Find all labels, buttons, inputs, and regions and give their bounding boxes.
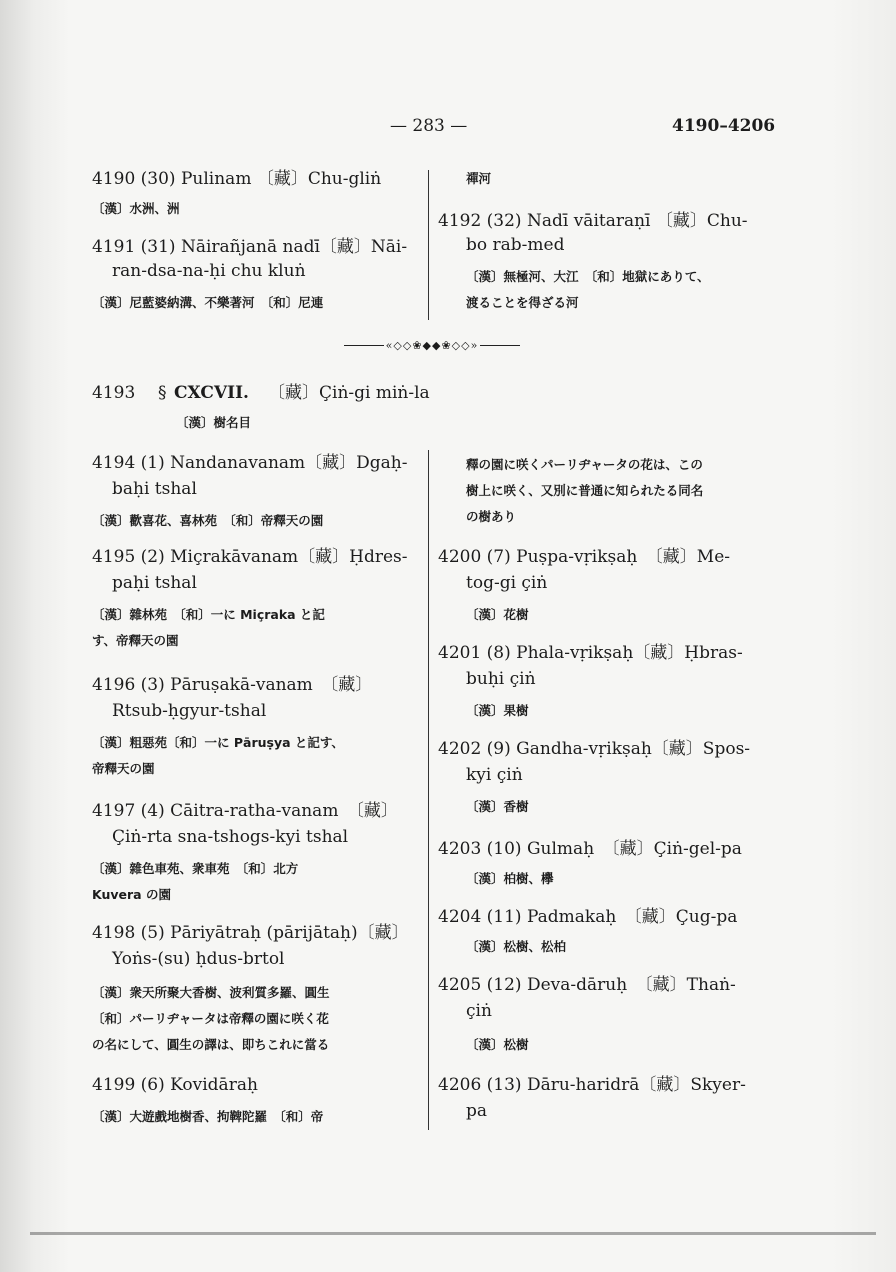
entry-4192-title-cont: bo rab-med (466, 235, 565, 255)
entry-4191-title-cont: ran-dsa-na-ḥi chu kluṅ (112, 261, 306, 281)
entry-4201-kanji: 〔漢〕果樹 (466, 703, 529, 718)
section-number: 4193 (92, 383, 136, 403)
entry-range: 4190–4206 (672, 116, 776, 136)
entry-4202-title: 4202 (9) Gandha-vṛikṣaḥ〔藏〕Spos- (438, 739, 751, 759)
column-divider-bottom (428, 450, 429, 1130)
entry-4206-title-cont: pa (466, 1101, 488, 1121)
page-number: — 283 — (390, 116, 468, 136)
entry-4197-kanji-cont: Kuvera の園 (92, 887, 171, 902)
entry-4201-title-cont: buḥi çiṅ (466, 669, 536, 689)
entry-4204-kanji: 〔漢〕松樹、松柏 (466, 939, 567, 954)
entry-4205-title-cont: çiṅ (466, 1001, 492, 1021)
entry-4199-title: 4199 (6) Kovidāraḥ (92, 1075, 258, 1095)
entry-4199-cont-3: の樹あり (466, 509, 517, 524)
section-sign: § (158, 383, 167, 403)
entry-4202-title-cont: kyi çiṅ (466, 765, 523, 785)
entry-4195-title-cont: paḥi tshal (112, 573, 197, 593)
entry-4201-title: 4201 (8) Phala-vṛikṣaḥ〔藏〕Ḥbras- (438, 643, 743, 663)
entry-4197-title: 4197 (4) Cāitra-ratha-vanam 〔藏〕 (92, 801, 398, 821)
entry-4199-cont-2: 樹上に咲く、又別に普通に知られたる同名 (466, 483, 704, 498)
entry-4203-kanji: 〔漢〕柏樹、欅 (466, 871, 554, 886)
entry-4198-kanji: 〔漢〕衆天所聚大香樹、波利質多羅、圓生 (92, 985, 330, 1000)
entry-4204-title: 4204 (11) Padmakaḥ 〔藏〕Çug-pa (438, 907, 738, 927)
entry-4199-cont-1: 釋の園に咲くパーリヂャータの花は、この (466, 457, 703, 472)
entry-4194-title-cont: baḥi tshal (112, 479, 197, 499)
section-roman: CXCVII. (174, 383, 249, 403)
entry-4197-kanji: 〔漢〕雜色車苑、衆車苑 〔和〕北方 (92, 861, 299, 876)
entry-4191-cont: 禪河 (466, 171, 492, 186)
page-bottom-edge (30, 1232, 876, 1235)
section-ornament: «◇◇❀◆◆❀◇◇» (344, 338, 520, 352)
entry-4192-kanji: 〔漢〕無極河、大江 〔和〕地獄にありて、 (466, 269, 710, 284)
entry-4198-kanji-cont-2: の名にして、圓生の譯は、即ちこれに當る (92, 1037, 330, 1052)
entry-4190-title: 4190 (30) Pulinam 〔藏〕Chu-gliṅ (92, 169, 382, 189)
entry-4192-title: 4192 (32) Nadī vāitaraṇī 〔藏〕Chu- (438, 211, 748, 231)
entry-4202-kanji: 〔漢〕香樹 (466, 799, 529, 814)
entry-4196-title-cont: Rtsub-ḥgyur-tshal (112, 701, 267, 721)
entry-4205-title: 4205 (12) Deva-dāruḥ 〔藏〕Thaṅ- (438, 975, 736, 995)
page-header (0, 116, 896, 138)
entry-4196-title: 4196 (3) Pāruṣakā-vanam 〔藏〕 (92, 675, 373, 695)
entry-4205-kanji: 〔漢〕松樹 (466, 1037, 529, 1052)
entry-4194-kanji: 〔漢〕歡喜花、喜林苑 〔和〕帝釋天の園 (92, 513, 324, 528)
entry-4195-kanji-cont: す、帝釋天の園 (92, 633, 179, 648)
entry-4191-title: 4191 (31) Nāirañjanā nadī〔藏〕Nāi- (92, 237, 408, 257)
entry-4200-kanji: 〔漢〕花樹 (466, 607, 529, 622)
entry-4196-kanji-cont: 帝釋天の園 (92, 761, 155, 776)
entry-4191-kanji: 〔漢〕尼藍婆納溝、不樂著河 〔和〕尼連 (92, 295, 324, 310)
entry-4206-title: 4206 (13) Dāru-haridrā〔藏〕Skyer- (438, 1075, 746, 1095)
entry-4198-title: 4198 (5) Pāriyātraḥ (pārijātaḥ)〔藏〕 (92, 923, 409, 943)
entry-4197-title-cont: Çiṅ-rta sna-tshogs-kyi tshal (112, 827, 349, 847)
entry-4198-kanji-cont-1: 〔和〕パーリヂャータは帝釋の園に咲く花 (92, 1011, 329, 1026)
section-tibetan: 〔藏〕Çiṅ-gi miṅ-la (268, 383, 430, 403)
entry-4195-title: 4195 (2) Miçrakāvanam〔藏〕Ḥdres- (92, 547, 408, 567)
entry-4192-kanji-cont: 渡ることを得ざる河 (466, 295, 579, 310)
column-divider-top (428, 170, 429, 320)
section-kanji: 〔漢〕樹名目 (176, 415, 252, 430)
entry-4196-kanji: 〔漢〕粗惡苑〔和〕一に Pāruṣya と記す、 (92, 735, 344, 750)
entry-4200-title: 4200 (7) Puṣpa-vṛikṣaḥ 〔藏〕Me- (438, 547, 731, 567)
entry-4190-kanji: 〔漢〕水洲、洲 (92, 201, 180, 216)
entry-4200-title-cont: tog-gi çiṅ (466, 573, 548, 593)
entry-4203-title: 4203 (10) Gulmaḥ 〔藏〕Çiṅ-gel-pa (438, 839, 742, 859)
entry-4199-kanji: 〔漢〕大遊戲地樹香、拘鞞陀羅 〔和〕帝 (92, 1109, 324, 1124)
entry-4195-kanji: 〔漢〕雜林苑 〔和〕一に Miçraka と記 (92, 607, 325, 622)
entry-4198-title-cont: Yoṅs-(su) ḥdus-brtol (112, 949, 285, 969)
entry-4194-title: 4194 (1) Nandanavanam〔藏〕Dgaḥ- (92, 453, 408, 473)
